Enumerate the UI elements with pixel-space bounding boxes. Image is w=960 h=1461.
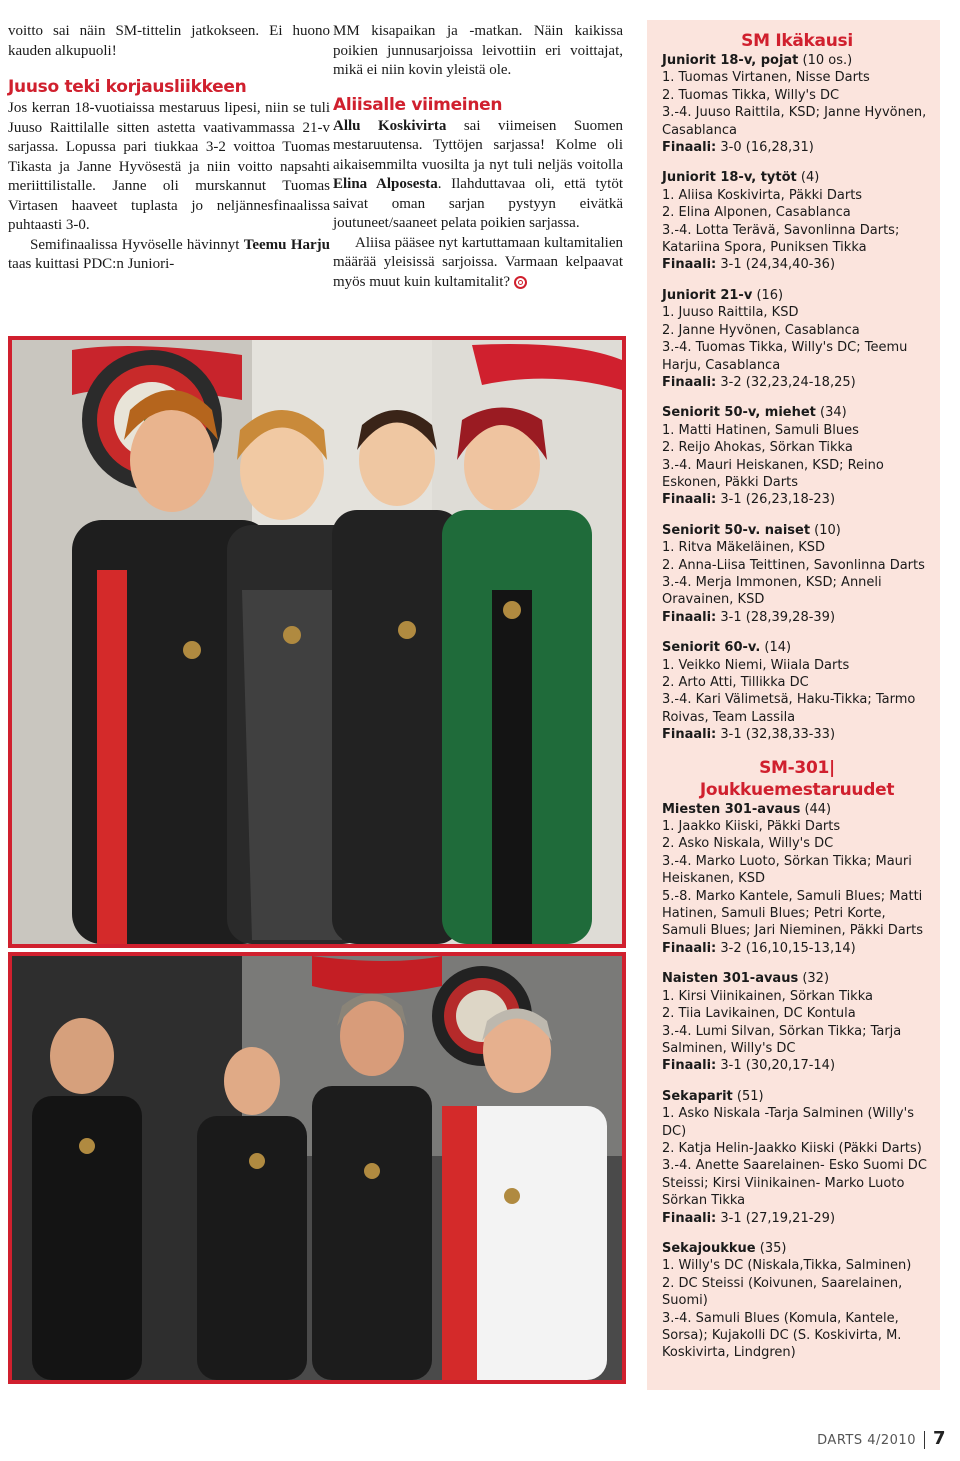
text: Aliisa pääsee nyt kartuttamaan kultamitalien määrää yleisissä sarjoissa. Varmaan kelpaavat myös muut kuin kultamitalit? [333,234,623,290]
result-line: 1. Veikko Niemi, Wiiala Darts [662,657,850,673]
page-footer [817,1428,946,1450]
result-category [662,970,932,987]
paragraph: voitto sai näin SM-tittelin jatkokseen. Ei huono kauden alkupuoli! [8,23,330,59]
participant-count: (4) [796,170,820,186]
final-label: Finaali: [662,609,717,625]
category-name: Sekajoukkue [662,1240,756,1256]
page-number: 7 [932,1427,946,1449]
result-line: 2. Arto Atti, Tillikka DC [662,675,809,690]
paragraph [8,236,330,275]
final-label: Finaali: [662,727,717,743]
participant-count: (14) [760,640,792,656]
result-category [662,287,932,304]
final-result: 3-1 (24,34,40-36) [716,257,836,273]
sidebar-title: SM Ikäkausi [741,31,853,51]
result-line: 1. Juuso Raittila, KSD [662,305,799,321]
final-result: 3-1 (30,20,17-14) [716,1058,836,1074]
result-block [662,801,932,958]
result-block [662,522,932,626]
article-column-2 [333,22,623,292]
category-name: Seniorit 60-v. [662,640,761,656]
participant-count: (51) [732,1088,764,1104]
result-line: 2. Anna-Liisa Teittinen, Savonlinna Darts [662,557,925,573]
magazine-issue: DARTS 4/2010 [817,1432,916,1448]
result-category [662,52,932,69]
result-line: 3.-4. Anette Saarelainen- Esko Suomi DC Steissi; Kirsi Viinikainen- Marko Luoto Sörkan Tikka [662,1158,927,1209]
result-line: 2. Tiia Lavikainen, DC Kontula [662,1006,856,1022]
participant-count: (10) [810,522,841,538]
final-label: Finaali: [662,492,717,508]
result-category [662,1240,932,1257]
result-line: 3.-4. Juuso Raittila, KSD; Janne Hyvönen, Casablanca [662,105,927,138]
result-line: 1. Asko Niskala -Tarja Salminen (Willy's DC) [662,1106,914,1139]
category-name: Seniorit 50-v, miehet [662,405,816,421]
result-block [662,1240,932,1362]
paragraph: MM kisapaikan ja -matkan. Näin kaikissa poikien junnusarjoissa leivottiin eri voittajat, mikä ei niin kovin yleistä ole. [333,23,623,78]
final-label: Finaali: [662,140,717,156]
result-line: 2. Katja Helin-Jaakko Kiiski (Päkki Darts) [662,1140,922,1156]
final-label: Finaali: [662,374,717,390]
result-block [662,639,932,743]
result-line: 2. Tuomas Tikka, Willy's DC [662,87,840,103]
participant-count: (34) [815,405,847,421]
result-line: 1. Willy's DC (Niskala,Tikka, Salminen) [662,1258,912,1274]
photo-junior-girls [8,336,626,948]
final-score [662,726,932,743]
result-line: 3.-4. Merja Immonen, KSD; Anneli Oravainen, KSD [662,574,882,608]
sidebar-title-team: SM-301| Joukkuemestaruudet [699,757,895,800]
divider [924,1431,925,1449]
person-name: Allu Koskivirta [333,117,447,134]
paragraph: Jos kerran 18-vuotiaissa mestaruus lipesi, niin se tuli Juuso Raittilalle sitten astetta vaativammassa 21-v sarjassa. Lopussa pari tiukkaa 3-2 voittoa Tuomas Tikasta ja Janne Hyvösestä ja niin voitto napsahti meriittilistalle. Janne oli murskannut Tuomas Virtasen haaveet tuplasta jo neljännesfinaalissa puhtaasti 3-0. [8,100,330,233]
result-category [662,801,932,818]
results-sidebar [647,20,940,1390]
final-result: 3-1 (26,23,18-23) [716,492,836,508]
result-line: 3.-4. Samuli Blues (Komula, Kantele, Sorsa); Kujakolli DC (S. Koskivirta, M. Koskivirta, Lindgren) [662,1310,902,1361]
result-line: 3.-4. Tuomas Tikka, Willy's DC; Teemu Harju, Casablanca [662,340,908,373]
final-result: 3-0 (16,28,31) [716,140,814,156]
category-name: Naisten 301-avaus [662,971,799,987]
person-name: Teemu Harju [243,236,330,253]
final-result: 3-1 (27,19,21-29) [716,1210,836,1226]
category-name: Juniorit 18-v, tytöt [662,170,797,186]
final-score [662,491,932,508]
result-category [662,1088,932,1105]
result-line: 1. Kirsi Viinikainen, Sörkan Tikka [662,988,873,1004]
person-name: Elina Alposesta [333,176,438,192]
final-score [662,1057,932,1074]
subheading-aliisa: Aliisalle viimeinen [333,94,503,115]
final-score [662,139,932,156]
result-line: 3.-4. Kari Välimetsä, Haku-Tikka; Tarmo Roivas, Team Lassila [662,692,916,725]
final-score [662,609,932,626]
category-name: Juniorit 21-v [662,287,753,303]
article-column-1 [8,22,330,275]
final-score [662,1210,932,1227]
text: sai viimeisen Suomen mestaruutensa. Tyttöjen sarjassa! Kolme oli aikaisemmilta vuosilta ja nyt tuli neljäs voitolla [333,117,623,173]
paragraph [333,234,623,293]
target-icon [514,276,527,289]
result-line: 5.-8. Marko Kantele, Samuli Blues; Matti Hatinen, Samuli Blues; Petri Korte, Samuli Blues; Jari Nieminen, Päkki Darts [662,888,923,939]
final-label: Finaali: [662,1210,717,1226]
result-block [662,287,932,391]
results-list-301 [662,801,932,1362]
result-category [662,404,932,421]
result-block [662,169,932,273]
participant-count: (44) [800,801,832,817]
result-line: 2. Asko Niskala, Willy's DC [662,836,834,852]
result-category [662,639,932,656]
result-line: 1. Matti Hatinen, Samuli Blues [662,422,859,438]
category-name: Juniorit 18-v, pojat [662,53,799,68]
final-score [662,256,932,273]
result-line: 2. Reijo Ahokas, Sörkan Tikka [662,440,853,456]
final-result: 3-2 (32,23,24-18,25) [716,374,856,390]
final-result: 3-1 (28,39,28-39) [716,609,836,625]
result-line: 1. Tuomas Virtanen, Nisse Darts [662,70,870,86]
text: taas kuittasi PDC:n Juniori- [8,256,175,272]
result-block [662,970,932,1074]
result-line: 3.-4. Lotta Terävä, Savonlinna Darts; Katariina Spora, Puniksen Tikka [662,222,900,256]
final-score [662,940,932,957]
result-line: 3.-4. Marko Luoto, Sörkan Tikka; Mauri Heiskanen, KSD [662,853,912,887]
category-name: Miesten 301-avaus [662,801,801,817]
result-line: 3.-4. Mauri Heiskanen, KSD; Reino Eskonen, Päkki Darts [662,457,884,490]
result-line: 1. Ritva Mäkeläinen, KSD [662,540,826,556]
photo-illustration [12,340,622,944]
results-list-age-classes [662,52,932,744]
participant-count: (16) [752,287,784,303]
result-category [662,169,932,186]
final-label: Finaali: [662,940,717,956]
category-name: Seniorit 50-v. naiset [662,522,811,538]
result-line: 3.-4. Lumi Silvan, Sörkan Tikka; Tarja Salminen, Willy's DC [662,1023,902,1056]
final-label: Finaali: [662,257,717,273]
result-line: 2. Elina Alponen, Casablanca [662,205,851,221]
participant-count: (32) [798,971,830,987]
result-line: 2. DC Steissi (Koivunen, Saarelainen, Suomi) [662,1275,903,1309]
text: Semifinaalissa Hyvöselle hävinnyt [30,236,244,253]
participant-count: (10 os.) [798,53,853,68]
result-line: 2. Janne Hyvönen, Casablanca [662,322,860,338]
result-block [662,1088,932,1227]
result-line: 1. Aliisa Koskivirta, Päkki Darts [662,187,863,203]
result-block [662,52,932,156]
paragraph [333,117,623,234]
subheading-juuso: Juuso teki korjausliikkeen [8,77,247,97]
final-result: 3-1 (32,38,33-33) [716,727,836,743]
final-label: Finaali: [662,1058,717,1074]
final-score [662,374,932,391]
text: . Ilahduttavaa oli, että tytöt saivat oman sarjan pystyyn eivätkä joutuneet/saaneet pelata poikien sarjassa. [333,176,623,231]
final-result: 3-2 (16,10,15-13,14) [716,940,856,956]
sidebar-content [662,30,932,1375]
category-name: Sekaparit [662,1088,733,1104]
photo-illustration [12,956,622,1380]
result-block [662,404,932,508]
result-category [662,522,932,539]
result-line: 1. Jaakko Kiiski, Päkki Darts [662,819,841,835]
photo-senior-men [8,952,626,1384]
participant-count: (35) [755,1240,787,1256]
